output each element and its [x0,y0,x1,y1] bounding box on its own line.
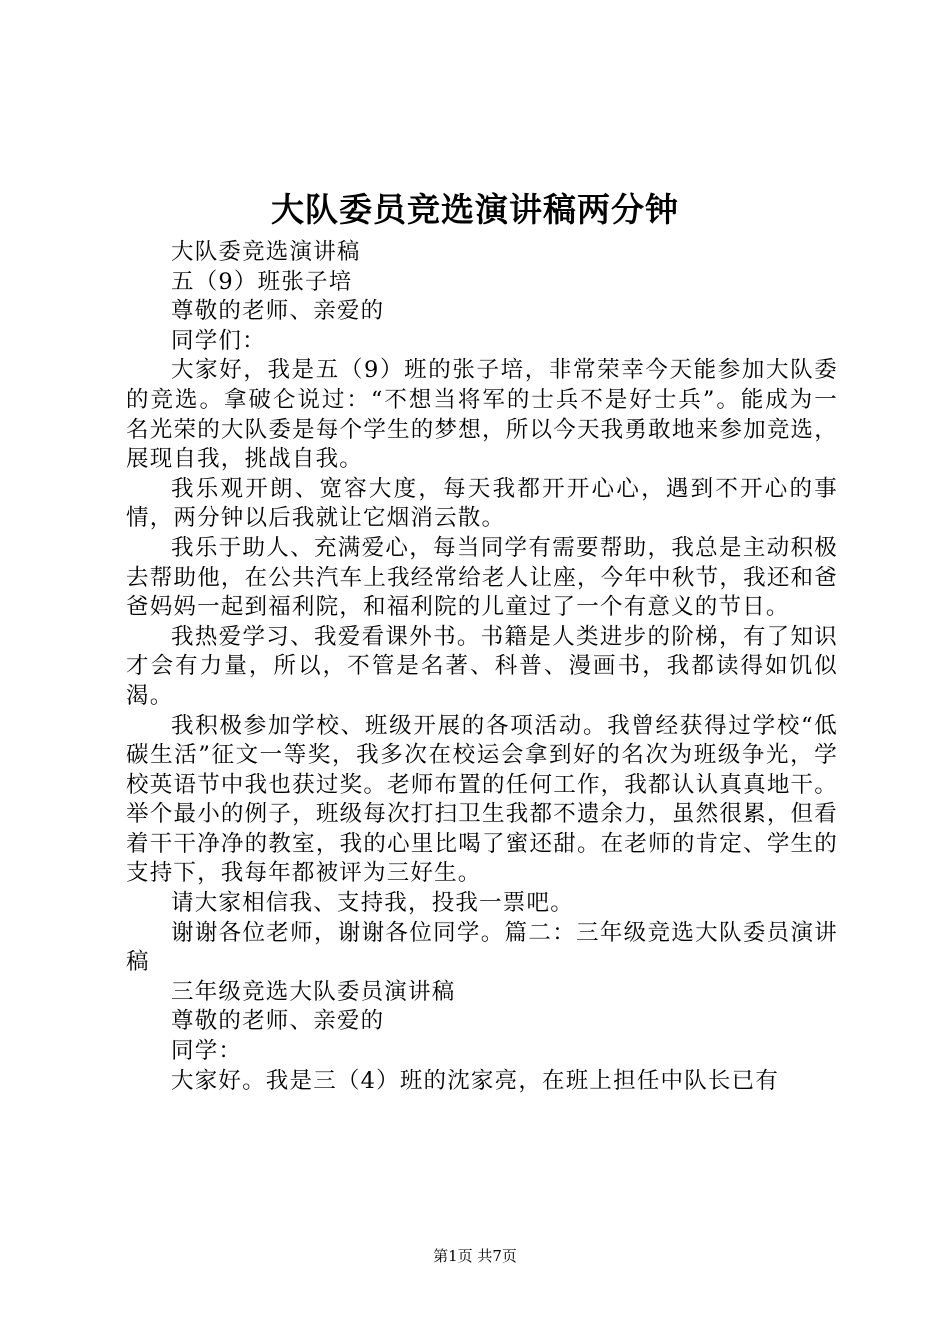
paragraph: 大队委竞选演讲稿 [171,239,361,265]
page-number-footer: 第1页 共7页 [433,1247,517,1265]
paragraph: 五（9）班张子培 [171,268,353,295]
document-title: 大队委员竞选演讲稿两分钟 [271,190,679,229]
paragraph: 三年级竞选大队委员演讲稿 [171,978,456,1005]
paragraph: 同学： [171,1038,243,1065]
paragraph: 请大家相信我、支持我，投我一票吧。 [171,890,574,917]
paragraph: 谢谢各位老师，谢谢各位同学。篇二：三年级竞选大队委员演讲稿 [126,919,838,976]
paragraph: 大家好，我是五（9）班的张子培，非常荣幸今天能参加大队委的竞选。拿破仑说过：“不想当将军的士兵不是好士兵”。能成为一名光荣的大队委是每个学生的梦想，所以今天我勇敢地来参加竞选，展现自我，挑战自我。 [126,357,838,473]
document-body [126,238,838,1096]
paragraph: 同学们： [171,327,266,354]
paragraph: 我热爱学习、我爱看课外书。书籍是人类进步的阶梯，有了知识才会有力量，所以，不管是名著、科普、漫画书，我都读得如饥似渴。 [126,623,838,709]
paragraph: 我乐观开朗、宽容大度，每天我都开开心心，遇到不开心的事情，两分钟以后我就让它烟消云散。 [126,475,838,532]
paragraph: 尊敬的老师、亲爱的 [171,298,385,325]
paragraph: 我乐于助人、充满爱心，每当同学有需要帮助，我总是主动积极去帮助他，在公共汽车上我经常给老人让座，今年中秋节，我还和爸爸妈妈一起到福利院，和福利院的儿童过了一个有意义的节日。 [126,534,838,621]
paragraph: 尊敬的老师、亲爱的 [171,1008,385,1035]
paragraph: 我积极参加学校、班级开展的各项活动。我曾经获得过学校“低碳生活”征文一等奖，我多次在校运会拿到好的名次为班级争光，学校英语节中我也获过奖。老师布置的任何工作，我都认认真真地干。举个最小的例子，班级每次打扫卫生我都不遗余力，虽然很累，但看着干干净净的教室，我的心里比喝了蜜还甜。在老师的肯定、学生的支持下，我每年都被评为三好生。 [126,712,838,887]
paragraph: 大家好。我是三（4）班的沈家亮，在班上担任中队长已有 [171,1067,780,1094]
